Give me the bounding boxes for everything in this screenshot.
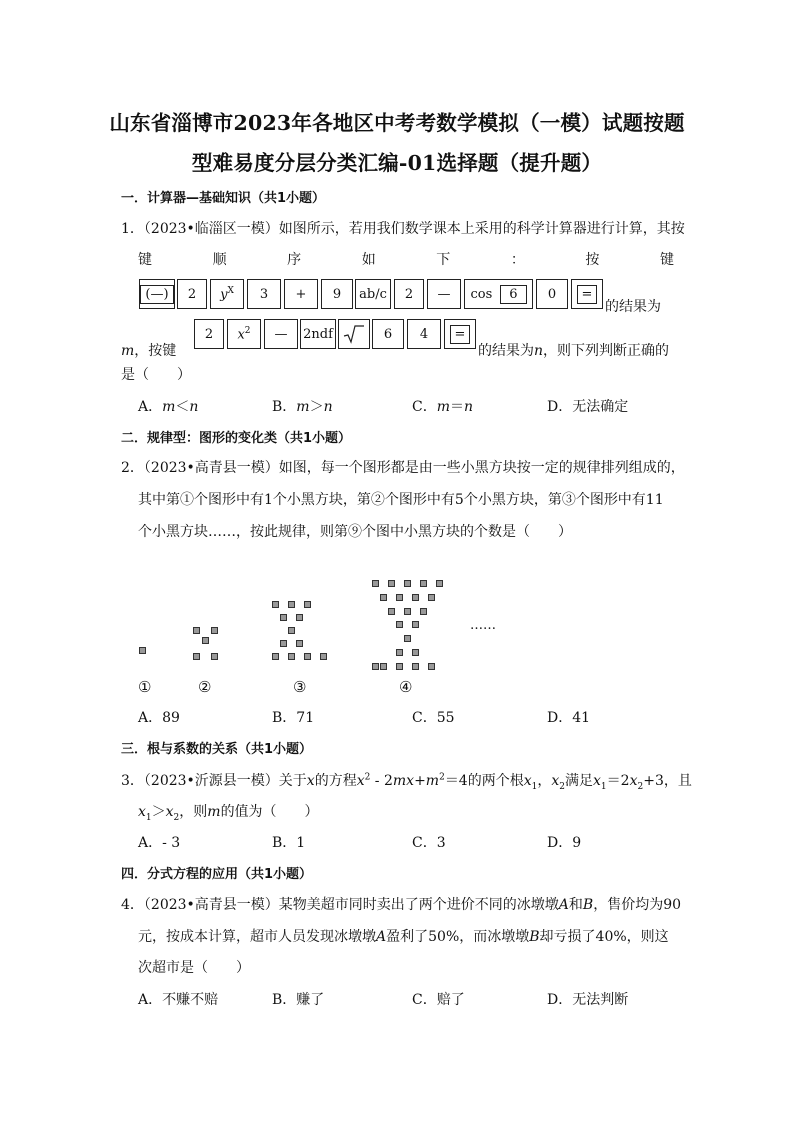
black-square [428,594,435,601]
black-square [412,594,419,601]
question-3-line2: $x_1>x_2$，则m的值为（ ） [138,804,319,823]
figure-ellipsis: …… [470,618,496,633]
black-square [396,594,403,601]
spread-char: ： [510,252,525,268]
question-4-line1: 4．（2023•高青县一模）某物美超市同时卖出了两个进价不同的冰墩墩A和B，售价均为90 [121,897,682,913]
calc-key-equals [571,279,603,309]
black-square [380,594,387,601]
spread-char: 如 [361,252,376,268]
document-title-line2: 型难易度分层分类汇编-01选择题（提升题） [191,151,603,175]
black-square [388,580,395,587]
question-2-line2: 其中第①个图形中有1个小黑方块，第②个图形中有5个小黑方块，第③个图形中有11 [138,492,664,508]
key-label: + [295,286,307,302]
spread-char: 顺 [212,252,227,268]
q4-option-d[interactable]: D．无法判断 [547,992,629,1008]
black-square [412,621,419,628]
black-square [396,649,403,656]
calc-key-power [210,279,244,309]
figure-label-1: ① [138,678,152,696]
key-label: = [577,285,598,304]
black-square [404,635,411,642]
black-square [211,653,218,660]
black-square [193,653,200,660]
calc-key-0 [536,279,568,309]
q4-option-a[interactable]: A．不赚不赔 [138,992,219,1008]
question-4-line2: 元，按成本计算，超市人员发现冰墩墩A盈利了50%，而冰墩墩B却亏损了40%，则这 [138,929,669,945]
document-title-line1: 山东省淄博市2023年各地区中考考数学模拟（一模）试题按题 [109,111,685,135]
black-square [211,627,218,634]
black-square [193,627,200,634]
calc-key-cos-6 [464,279,533,309]
calc-key-equals-2 [444,319,476,349]
q1-option-c[interactable]: C．m＝n [412,399,474,415]
figure-label-3: ③ [293,678,307,696]
q1-option-b[interactable]: B．m＞n [272,399,333,415]
black-square [304,653,311,660]
question-1-row1-tail: 的结果为 [605,299,661,315]
question-1-row2-head: m，按键 [121,343,177,359]
black-square [280,640,287,647]
black-square [320,653,327,660]
q3-option-d[interactable]: D．9 [547,835,582,851]
black-square [202,637,209,644]
calc-key-2b [394,279,424,309]
calc-key-plus [284,279,318,309]
black-square [404,580,411,587]
key-label: 9 [332,286,342,302]
key-label: = [450,325,471,344]
black-square [288,653,295,660]
black-square [412,663,419,670]
key-label: (—) [140,285,173,304]
key-label-power: $y^X$ [220,285,234,303]
calc-key-4 [407,319,441,349]
figure-label-4: ④ [399,678,413,696]
spread-char: 下 [436,252,451,268]
calc-key-square [227,319,261,349]
q2-option-a[interactable]: A．89 [138,710,180,726]
black-square [304,601,311,608]
black-square [428,663,435,670]
calc-key-3 [247,279,281,309]
question-4-line3: 次超市是（ ） [138,960,250,976]
black-square [288,627,295,634]
q2-option-c[interactable]: C．55 [412,710,455,726]
black-square [404,608,411,615]
key-label: 6 [500,285,526,304]
q4-option-b[interactable]: B．赚了 [272,992,325,1008]
q3-option-c[interactable]: C．3 [412,835,446,851]
black-square [420,608,427,615]
key-label: 2ndf [303,326,333,342]
key-label: — [274,326,288,342]
question-1-row3: 是（ ） [121,367,191,383]
calc-key-6 [372,319,404,349]
black-square [272,653,279,660]
calc-key-2 [177,279,207,309]
q4-option-c[interactable]: C．赔了 [412,992,465,1008]
black-square [396,663,403,670]
section-heading-3: 三．根与系数的关系（共1小题） [121,742,313,757]
black-square [412,649,419,656]
key-label: ab/c [359,286,387,302]
black-square [296,640,303,647]
sqrt-icon [343,324,365,344]
section-heading-1: 一．计算器—基础知识（共1小题） [121,191,326,206]
black-square [272,601,279,608]
key-label: 2 [187,286,197,302]
key-label: 6 [383,326,393,342]
calc-key-minus [427,279,461,309]
key-label: cos [470,286,493,302]
q1-option-a[interactable]: A．m＜n [138,399,199,415]
black-square [372,663,379,670]
black-square [296,614,303,621]
calc-key-9 [321,279,353,309]
section-heading-4: 四．分式方程的应用（共1小题） [121,867,313,882]
black-square [372,580,379,587]
key-label: — [437,286,451,302]
calc-key-2c [194,319,224,349]
question-1-row2-tail: 的结果为n，则下列判断正确的 [478,343,670,359]
question-1-spread-line [138,249,674,269]
calc-key-2ndf [300,319,336,349]
question-2-line1: 2．（2023•高青县一模）如图，每一个图形都是由一些小黑方块按一定的规律排列组成的， [121,460,685,476]
black-square [288,601,295,608]
question-1-line1: 1．（2023•临淄区一模）如图所示，若用我们数学课本上采用的科学计算器进行计算，其按 [121,221,685,237]
black-square [388,608,395,615]
q1-option-d[interactable]: D．无法确定 [547,399,629,415]
black-square [280,614,287,621]
question-3-line1: 3．（2023•沂源县一模）关于x的方程$x^2 - 2mx+m^2=4$的两个根$x_1$，$x_2$满足$x_1=2x_2+3$，且 [121,772,692,792]
black-square [380,663,387,670]
calc-key-fraction [355,279,391,309]
spread-char: 键 [659,252,674,268]
calc-key-sqrt [338,319,370,349]
section-heading-2: 二．规律型：图形的变化类（共1小题） [121,431,352,446]
key-label: 3 [259,286,269,302]
black-square [396,621,403,628]
key-label: 4 [419,326,429,342]
q3-option-a[interactable]: A．- 3 [138,835,181,851]
key-label-square: $x^2$ [237,325,251,343]
figure-label-2: ② [198,678,212,696]
black-square [436,580,443,587]
spread-char: 按 [585,252,600,268]
question-2-line3: 个小黑方块……，按此规律，则第⑨个图中小黑方块的个数是（ ） [138,524,572,540]
q2-option-b[interactable]: B．71 [272,710,315,726]
spread-char: 键 [138,252,152,268]
black-square [139,647,146,654]
black-square [420,580,427,587]
key-label: 2 [204,326,214,342]
key-label: 2 [404,286,414,302]
q3-option-b[interactable]: B．1 [272,835,306,851]
calc-key-minus-2 [264,319,298,349]
calc-key-negative [139,279,175,309]
spread-char: 序 [287,252,302,268]
key-label: 0 [547,286,557,302]
q2-option-d[interactable]: D．41 [547,710,591,726]
